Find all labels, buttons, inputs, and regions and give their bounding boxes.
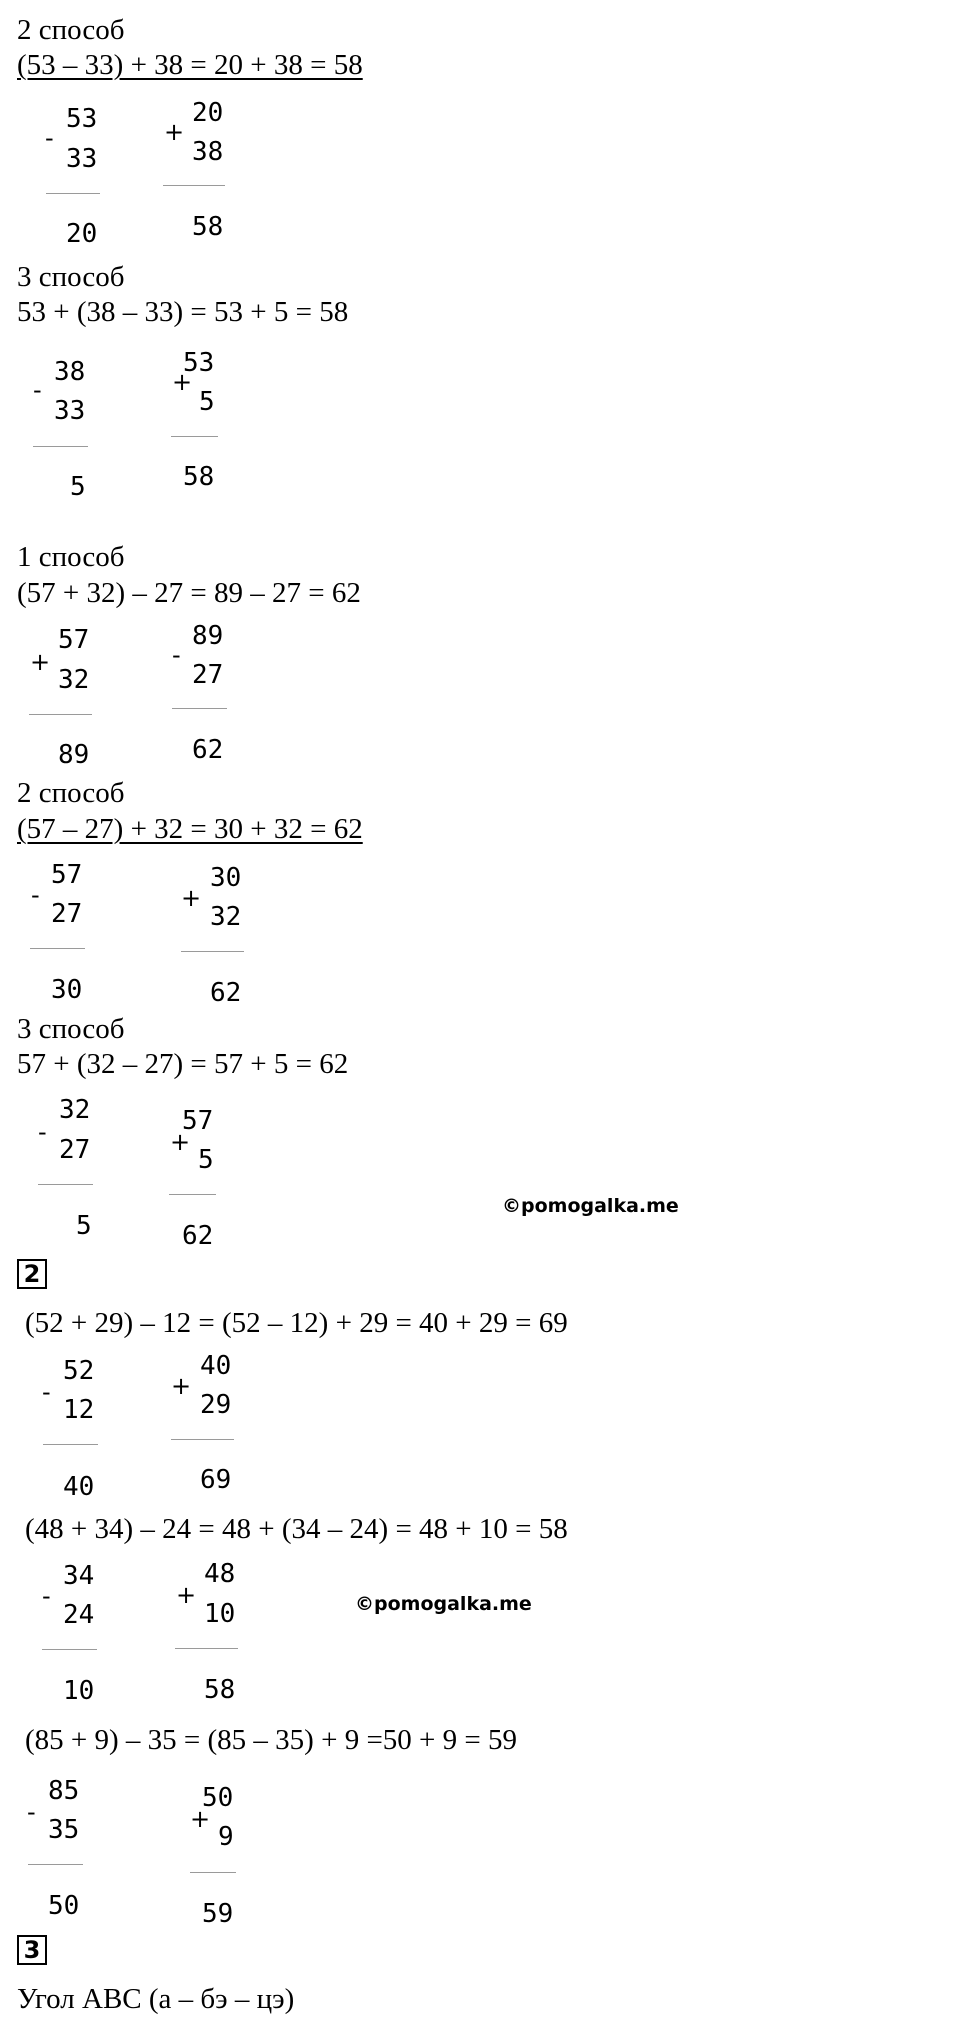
result: 58: [204, 1675, 236, 1705]
minus-sign: -: [31, 881, 40, 909]
operand: 89: [192, 621, 224, 651]
task-number: 3: [17, 1935, 47, 1965]
result: 58: [192, 212, 224, 242]
operand: 53: [66, 104, 98, 134]
result: 62: [210, 978, 242, 1008]
result: 62: [182, 1221, 214, 1251]
result-line: [175, 1648, 238, 1649]
operand: 35: [48, 1815, 80, 1845]
operand: 34: [63, 1561, 95, 1591]
operand: 24: [63, 1600, 95, 1630]
result-line: [33, 446, 88, 447]
result-line: [163, 185, 225, 186]
operand: 29: [200, 1390, 232, 1420]
operand: 52: [63, 1356, 95, 1386]
result-line: [46, 193, 100, 194]
result-line: [43, 1444, 98, 1445]
plus-sign: +: [170, 1128, 191, 1156]
result-line: [28, 1864, 83, 1865]
operand: 57: [58, 625, 90, 655]
method-label: 1 способ: [17, 541, 125, 573]
watermark: ©pomogalka.me: [355, 1593, 532, 1615]
result-line: [169, 1194, 216, 1195]
result: 62: [192, 735, 224, 765]
result: 10: [63, 1676, 95, 1706]
task-number: 2: [17, 1259, 47, 1289]
operand: 27: [192, 660, 224, 690]
method-label: 2 способ: [17, 777, 125, 809]
operand: 30: [210, 863, 242, 893]
task-text: Угол ABC (а – бэ – цэ): [17, 1983, 295, 2015]
operand: 32: [58, 665, 90, 695]
operand: 10: [204, 1599, 236, 1629]
result: 5: [70, 472, 86, 502]
operand: 27: [51, 899, 83, 929]
minus-sign: -: [38, 1118, 47, 1146]
result: 50: [48, 1891, 80, 1921]
result-line: [38, 1184, 93, 1185]
operand: 85: [48, 1776, 80, 1806]
plus-sign: +: [30, 648, 51, 676]
plus-sign: +: [190, 1805, 211, 1833]
operand: 48: [204, 1559, 236, 1589]
operand: 38: [54, 357, 86, 387]
result-line: [30, 948, 85, 949]
method-label: 2 способ: [17, 14, 125, 46]
plus-sign: +: [172, 368, 193, 396]
result-line: [172, 708, 227, 709]
result-line: [29, 714, 92, 715]
result-line: [181, 951, 244, 952]
operand: 50: [202, 1783, 234, 1813]
equation: (57 – 27) + 32 = 30 + 32 = 62: [17, 813, 363, 845]
equation: (52 + 29) – 12 = (52 – 12) + 29 = 40 + 29 = 69: [25, 1307, 568, 1339]
watermark: ©pomogalka.me: [502, 1195, 679, 1217]
result: 30: [51, 975, 83, 1005]
result-line: [171, 436, 218, 437]
operand: 12: [63, 1395, 95, 1425]
result: 89: [58, 740, 90, 770]
result-line: [190, 1872, 236, 1873]
operand: 33: [54, 396, 86, 426]
operand: 38: [192, 137, 224, 167]
result: 59: [202, 1899, 234, 1929]
minus-sign: -: [27, 1798, 36, 1826]
result: 20: [66, 219, 98, 249]
equation: 53 + (38 – 33) = 53 + 5 = 58: [17, 296, 349, 328]
minus-sign: -: [33, 376, 42, 404]
operand: 27: [59, 1135, 91, 1165]
plus-sign: +: [164, 118, 185, 146]
operand: 20: [192, 98, 224, 128]
plus-sign: +: [181, 884, 202, 912]
result: 5: [76, 1211, 92, 1241]
operand: 57: [51, 860, 83, 890]
operand: 5: [199, 387, 215, 417]
operand: 32: [210, 902, 242, 932]
operand: 9: [218, 1822, 234, 1852]
equation: (53 – 33) + 38 = 20 + 38 = 58: [17, 49, 363, 81]
result-line: [42, 1649, 97, 1650]
result: 69: [200, 1465, 232, 1495]
result: 58: [183, 462, 215, 492]
method-label: 3 способ: [17, 1013, 125, 1045]
operand: 33: [66, 144, 98, 174]
plus-sign: +: [176, 1581, 197, 1609]
method-label: 3 способ: [17, 261, 125, 293]
minus-sign: -: [45, 124, 54, 152]
operand: 32: [59, 1095, 91, 1125]
operand: 5: [198, 1145, 214, 1175]
equation: (48 + 34) – 24 = 48 + (34 – 24) = 48 + 10 = 58: [25, 1513, 568, 1545]
minus-sign: -: [42, 1378, 51, 1406]
operand: 57: [182, 1106, 214, 1136]
equation: 57 + (32 – 27) = 57 + 5 = 62: [17, 1048, 349, 1080]
result-line: [171, 1439, 234, 1440]
equation: (85 + 9) – 35 = (85 – 35) + 9 =50 + 9 = 59: [25, 1724, 518, 1756]
equation: (57 + 32) – 27 = 89 – 27 = 62: [17, 577, 361, 609]
minus-sign: -: [172, 641, 181, 669]
result: 40: [63, 1472, 95, 1502]
operand: 40: [200, 1351, 232, 1381]
minus-sign: -: [42, 1582, 51, 1610]
operand: 53: [183, 348, 215, 378]
plus-sign: +: [171, 1372, 192, 1400]
